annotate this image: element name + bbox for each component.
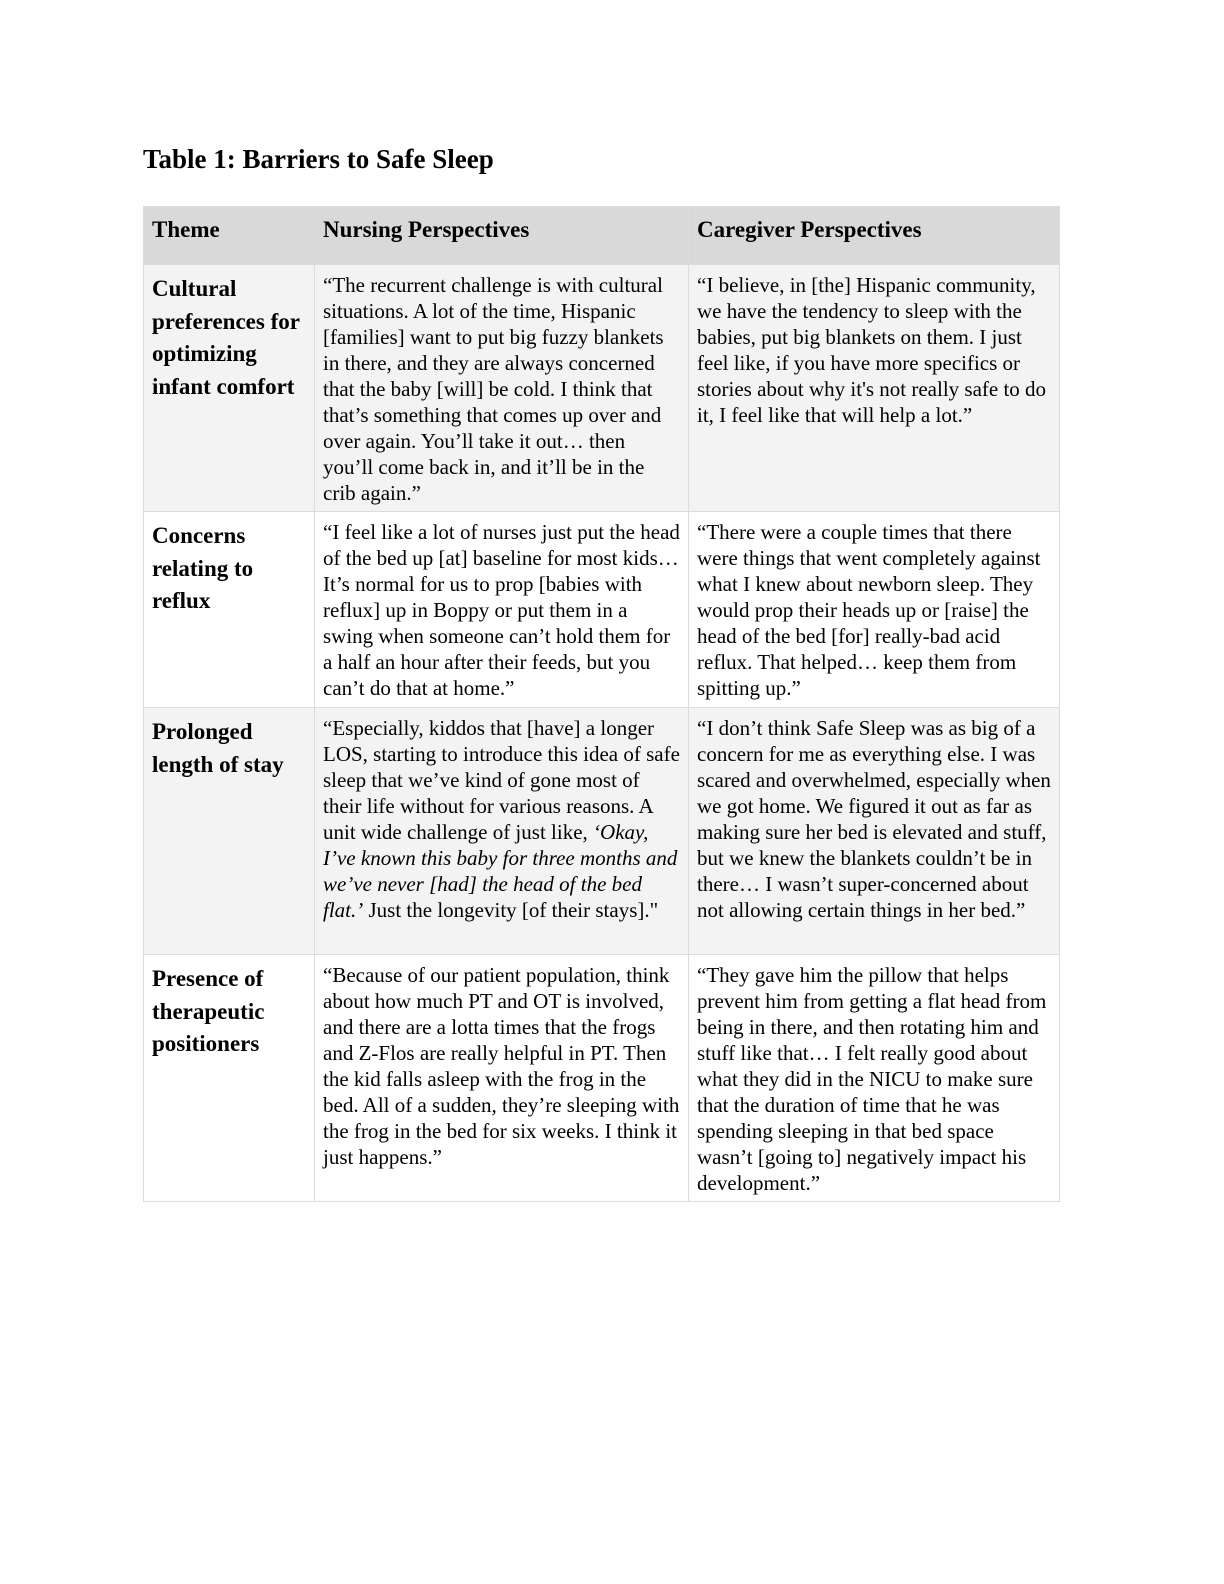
theme-cell: Prolonged length of stay (144, 708, 315, 955)
table-row (144, 708, 1060, 955)
caregiver-quote: “I don’t think Safe Sleep was as big of a concern for me as everything else. I was scared and overwhelmed, especially when we got home. We figured it out as far as making sure her bed is elevated and stuff, but we knew the blankets couldn’t be in there… I wasn’t super-concerned about not allowing certain things in her bed.” (689, 708, 1060, 955)
theme-cell: Presence of therapeutic positioners (144, 955, 315, 1202)
nursing-quote-text: “Especially, kiddos that [have] a longer LOS, starting to introduce this idea of safe sleep that we’ve kind of gone most of their life without for various reasons. A unit wide challenge of just like, (323, 716, 680, 844)
header-nursing-perspectives: Nursing Perspectives (315, 207, 689, 265)
theme-cell: Cultural preferences for optimizing infant comfort (144, 265, 315, 512)
caregiver-quote: “I believe, in [the] Hispanic community, we have the tendency to sleep with the babies, put big blankets on them. I just feel like, if you have more specifics or stories about why it's not really safe to do it, I feel like that will help a lot.” (689, 265, 1060, 512)
nursing-quote: “I feel like a lot of nurses just put the head of the bed up [at] baseline for most kids…It’s normal for us to prop [babies with reflux] up in Boppy or put them in a swing when someone can’t hold them for a half an hour after their feeds, but you can’t do that at home.” (315, 512, 689, 708)
table-header-row (144, 207, 1060, 265)
barriers-table (143, 206, 1060, 1202)
nursing-quote: “The recurrent challenge is with cultural situations. A lot of the time, Hispanic [families] want to put big fuzzy blankets in there, and they are always concerned that the baby [will] be cold. I think that that’s something that comes up over and over again. You’ll take it out… then you’ll come back in, and it’ll be in the crib again.” (315, 265, 689, 512)
header-caregiver-perspectives: Caregiver Perspectives (689, 207, 1060, 265)
caregiver-quote: “They gave him the pillow that helps prevent him from getting a flat head from being in there, and then rotating him and stuff like that… I felt really good about what they did in the NICU to make sure that the duration of time that he was spending sleeping in that bed space wasn’t [going to] negatively impact his development.” (689, 955, 1060, 1202)
table-row (144, 265, 1060, 512)
table-row (144, 955, 1060, 1202)
nursing-quote: “Because of our patient population, think about how much PT and OT is involved, and there are a lotta times that the frogs and Z-Flos are really helpful in PT. Then the kid falls asleep with the frog in the bed. All of a sudden, they’re sleeping with the frog in the bed for six weeks. I think it just happens.” (315, 955, 689, 1202)
nursing-quote-text-end: Just the longevity [of their stays]." (363, 898, 659, 922)
nursing-quote (315, 708, 689, 955)
theme-cell: Concerns relating to reflux (144, 512, 315, 708)
table-title: Table 1: Barriers to Safe Sleep (143, 144, 494, 174)
table-row (144, 512, 1060, 708)
header-theme: Theme (144, 207, 315, 265)
nursing-quote-italic: ‘Okay, I’ve known this baby for three months and we’ve never [had] the head of the bed flat.’ (323, 820, 678, 922)
caregiver-quote: “There were a couple times that there were things that went completely against what I knew about newborn sleep. They would prop their heads up or [raise] the head of the bed [for] really-bad acid reflux. That helped… keep them from spitting up.” (689, 512, 1060, 708)
